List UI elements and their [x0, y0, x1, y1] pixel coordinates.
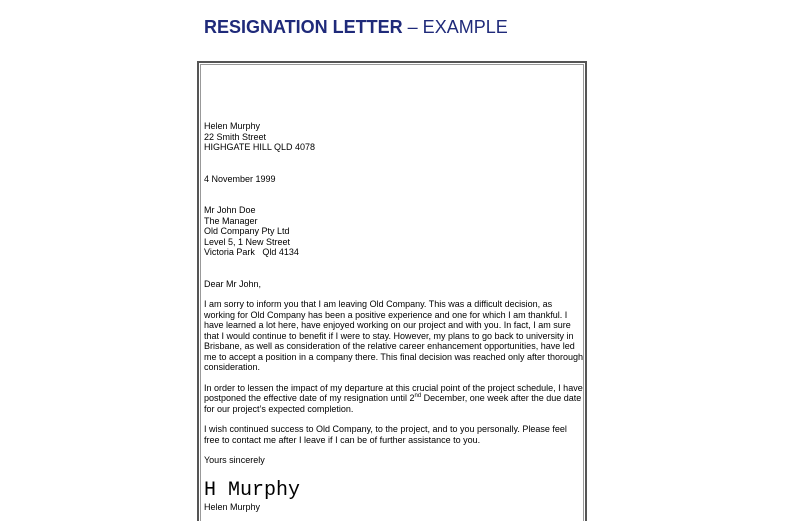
signer-name: Helen Murphy	[204, 501, 261, 512]
recipient-line: Mr John Doe	[204, 205, 256, 215]
recipient-line: The Manager	[204, 215, 258, 226]
letter-date: 4 November 1999	[204, 173, 276, 184]
closing: Yours sincerely	[204, 455, 265, 465]
page-title	[204, 17, 508, 38]
sender-address	[204, 121, 584, 153]
recipient-line: Victoria Park Qld 4134	[204, 247, 299, 257]
paragraph-2-end: December, one week after the due date for our project’s expected completion.	[204, 393, 582, 414]
ordinal-suffix: nd	[414, 393, 422, 399]
salutation: Dear Mr John,	[204, 278, 262, 289]
title-suffix: – EXAMPLE	[402, 17, 508, 37]
signature: H Murphy	[204, 478, 301, 502]
paragraph-2-start: In order to lessen the impact of my departure at this crucial point of the project schedule, I have postponed the effective date of my resignation until 2	[204, 382, 583, 403]
paragraph-3: I wish continued success to Old Company, to the project, and to you personally. Please feel free to contact me after I leave if I can be of further assistance to you.	[204, 424, 567, 445]
paragraph-2	[204, 383, 584, 415]
recipient-line: Old Company Pty Ltd	[204, 226, 290, 236]
sender-line: Helen Murphy	[204, 121, 261, 131]
paragraph-1: I am sorry to inform you that I am leaving Old Company. This was a difficult decision, as working for Old Company has been a positive experience and one for which I am thankful. I have learned a lot here, have enjoyed working on our project and with you. In fact, I am sure that I would continue to benefit if I were to stay. However, my plans to go back to university in Brisbane, as well as consideration of the relative career enhancement opportunities, have led me to accept a position in a company there. This final decision was reached only after thorough consideration.	[204, 299, 584, 372]
recipient-address	[204, 205, 584, 258]
sender-line: 22 Smith Street	[204, 131, 267, 142]
letter-body	[204, 121, 584, 512]
sender-line: HIGHGATE HILL QLD 4078	[204, 142, 316, 152]
recipient-line: Level 5, 1 New Street	[204, 236, 291, 247]
title-bold: RESIGNATION LETTER	[204, 17, 403, 37]
